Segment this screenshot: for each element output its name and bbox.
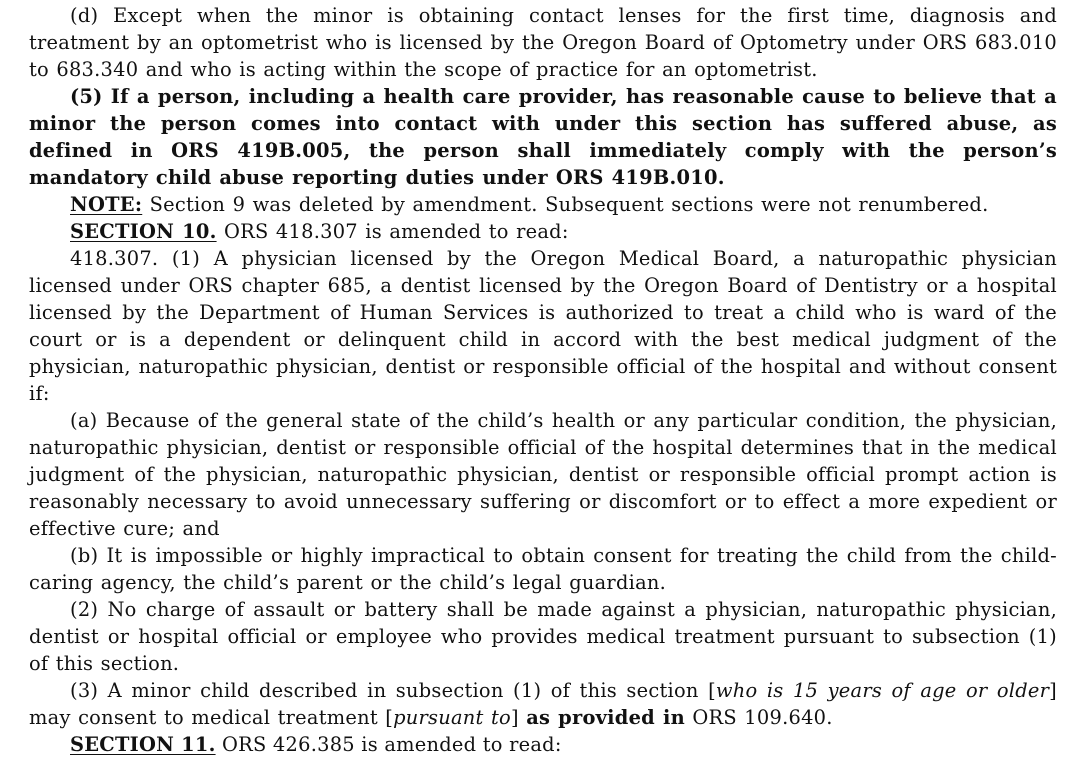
para-3-text-4: ORS 109.640. <box>684 706 833 729</box>
section-11-text: ORS 426.385 is amended to read: <box>215 733 562 756</box>
para-3-text-3: ] <box>510 706 527 729</box>
paragraph-a-general-state: (a) Because of the general state of the child’s health or any particular condition, the physician, naturopathic physician, dentist or responsible official of the hospital determines that in the medical judgment of the physician, naturopathic physician, dentist or responsible official prompt action is reasonably necessary to avoid unnecessary suffering or discomfort or to effect a more expedient or effective cure; and <box>29 409 1057 540</box>
section-10-label: SECTION 10. <box>70 220 217 243</box>
paragraph-3-minor-consent <box>29 677 1057 731</box>
para-3-text-1: (3) A minor child described in subsection (1) of this section [ <box>70 679 716 702</box>
paragraph-5-abuse-reporting: (5) If a person, including a health care provider, has reasonable cause to believe that a minor the person comes into contact with under this section has suffered abuse, as defined in ORS 419B.005, the person shall immediately comply with the person’s mandatory child abuse reporting duties under ORS 419B.010. <box>29 85 1057 189</box>
section-10-text: ORS 418.307 is amended to read: <box>216 220 569 243</box>
paragraph-b-impractical-consent: (b) It is impossible or highly impractical to obtain consent for treating the child from the child-caring agency, the child’s parent or the child’s legal guardian. <box>29 544 1057 594</box>
section-11-label: SECTION 11. <box>70 733 216 756</box>
note-text: Section 9 was deleted by amendment. Subsequent sections were not renumbered. <box>142 193 989 216</box>
section-10-heading <box>29 218 1057 245</box>
para-3-italic-deleted-2: pursuant to <box>393 706 511 729</box>
paragraph-418-307-1: 418.307. (1) A physician licensed by the Oregon Medical Board, a naturopathic physician licensed under ORS chapter 685, a dentist licensed by the Oregon Board of Dentistry or a hospital licensed by the Department of Human Services is authorized to treat a child who is ward of the court or is a dependent or delinquent child in accord with the best medical judgment of the physician, naturopathic physician, dentist or responsible official of the hospital and without consent if: <box>29 247 1057 405</box>
note-label: NOTE: <box>70 193 143 216</box>
section-11-cut-off-line <box>29 731 1057 756</box>
para-3-text-2: ] may consent to medical treatment [ <box>29 679 1057 729</box>
para-3-italic-deleted-1: who is 15 years of age or older <box>715 679 1050 702</box>
paragraph-2-no-charge: (2) No charge of assault or battery shall be made against a physician, naturopathic physician, dentist or hospital official or employee who provides medical treatment pursuant to subsection (1) of this section. <box>29 598 1057 675</box>
paragraph-d-optometrist: (d) Except when the minor is obtaining contact lenses for the first time, diagnosis and treatment by an optometrist who is licensed by the Oregon Board of Optometry under ORS 683.010 to 683.340 and who is acting within the scope of practice for an optometrist. <box>29 4 1057 81</box>
para-3-bold-inserted: as provided in <box>526 706 685 729</box>
note-paragraph <box>29 191 1057 218</box>
